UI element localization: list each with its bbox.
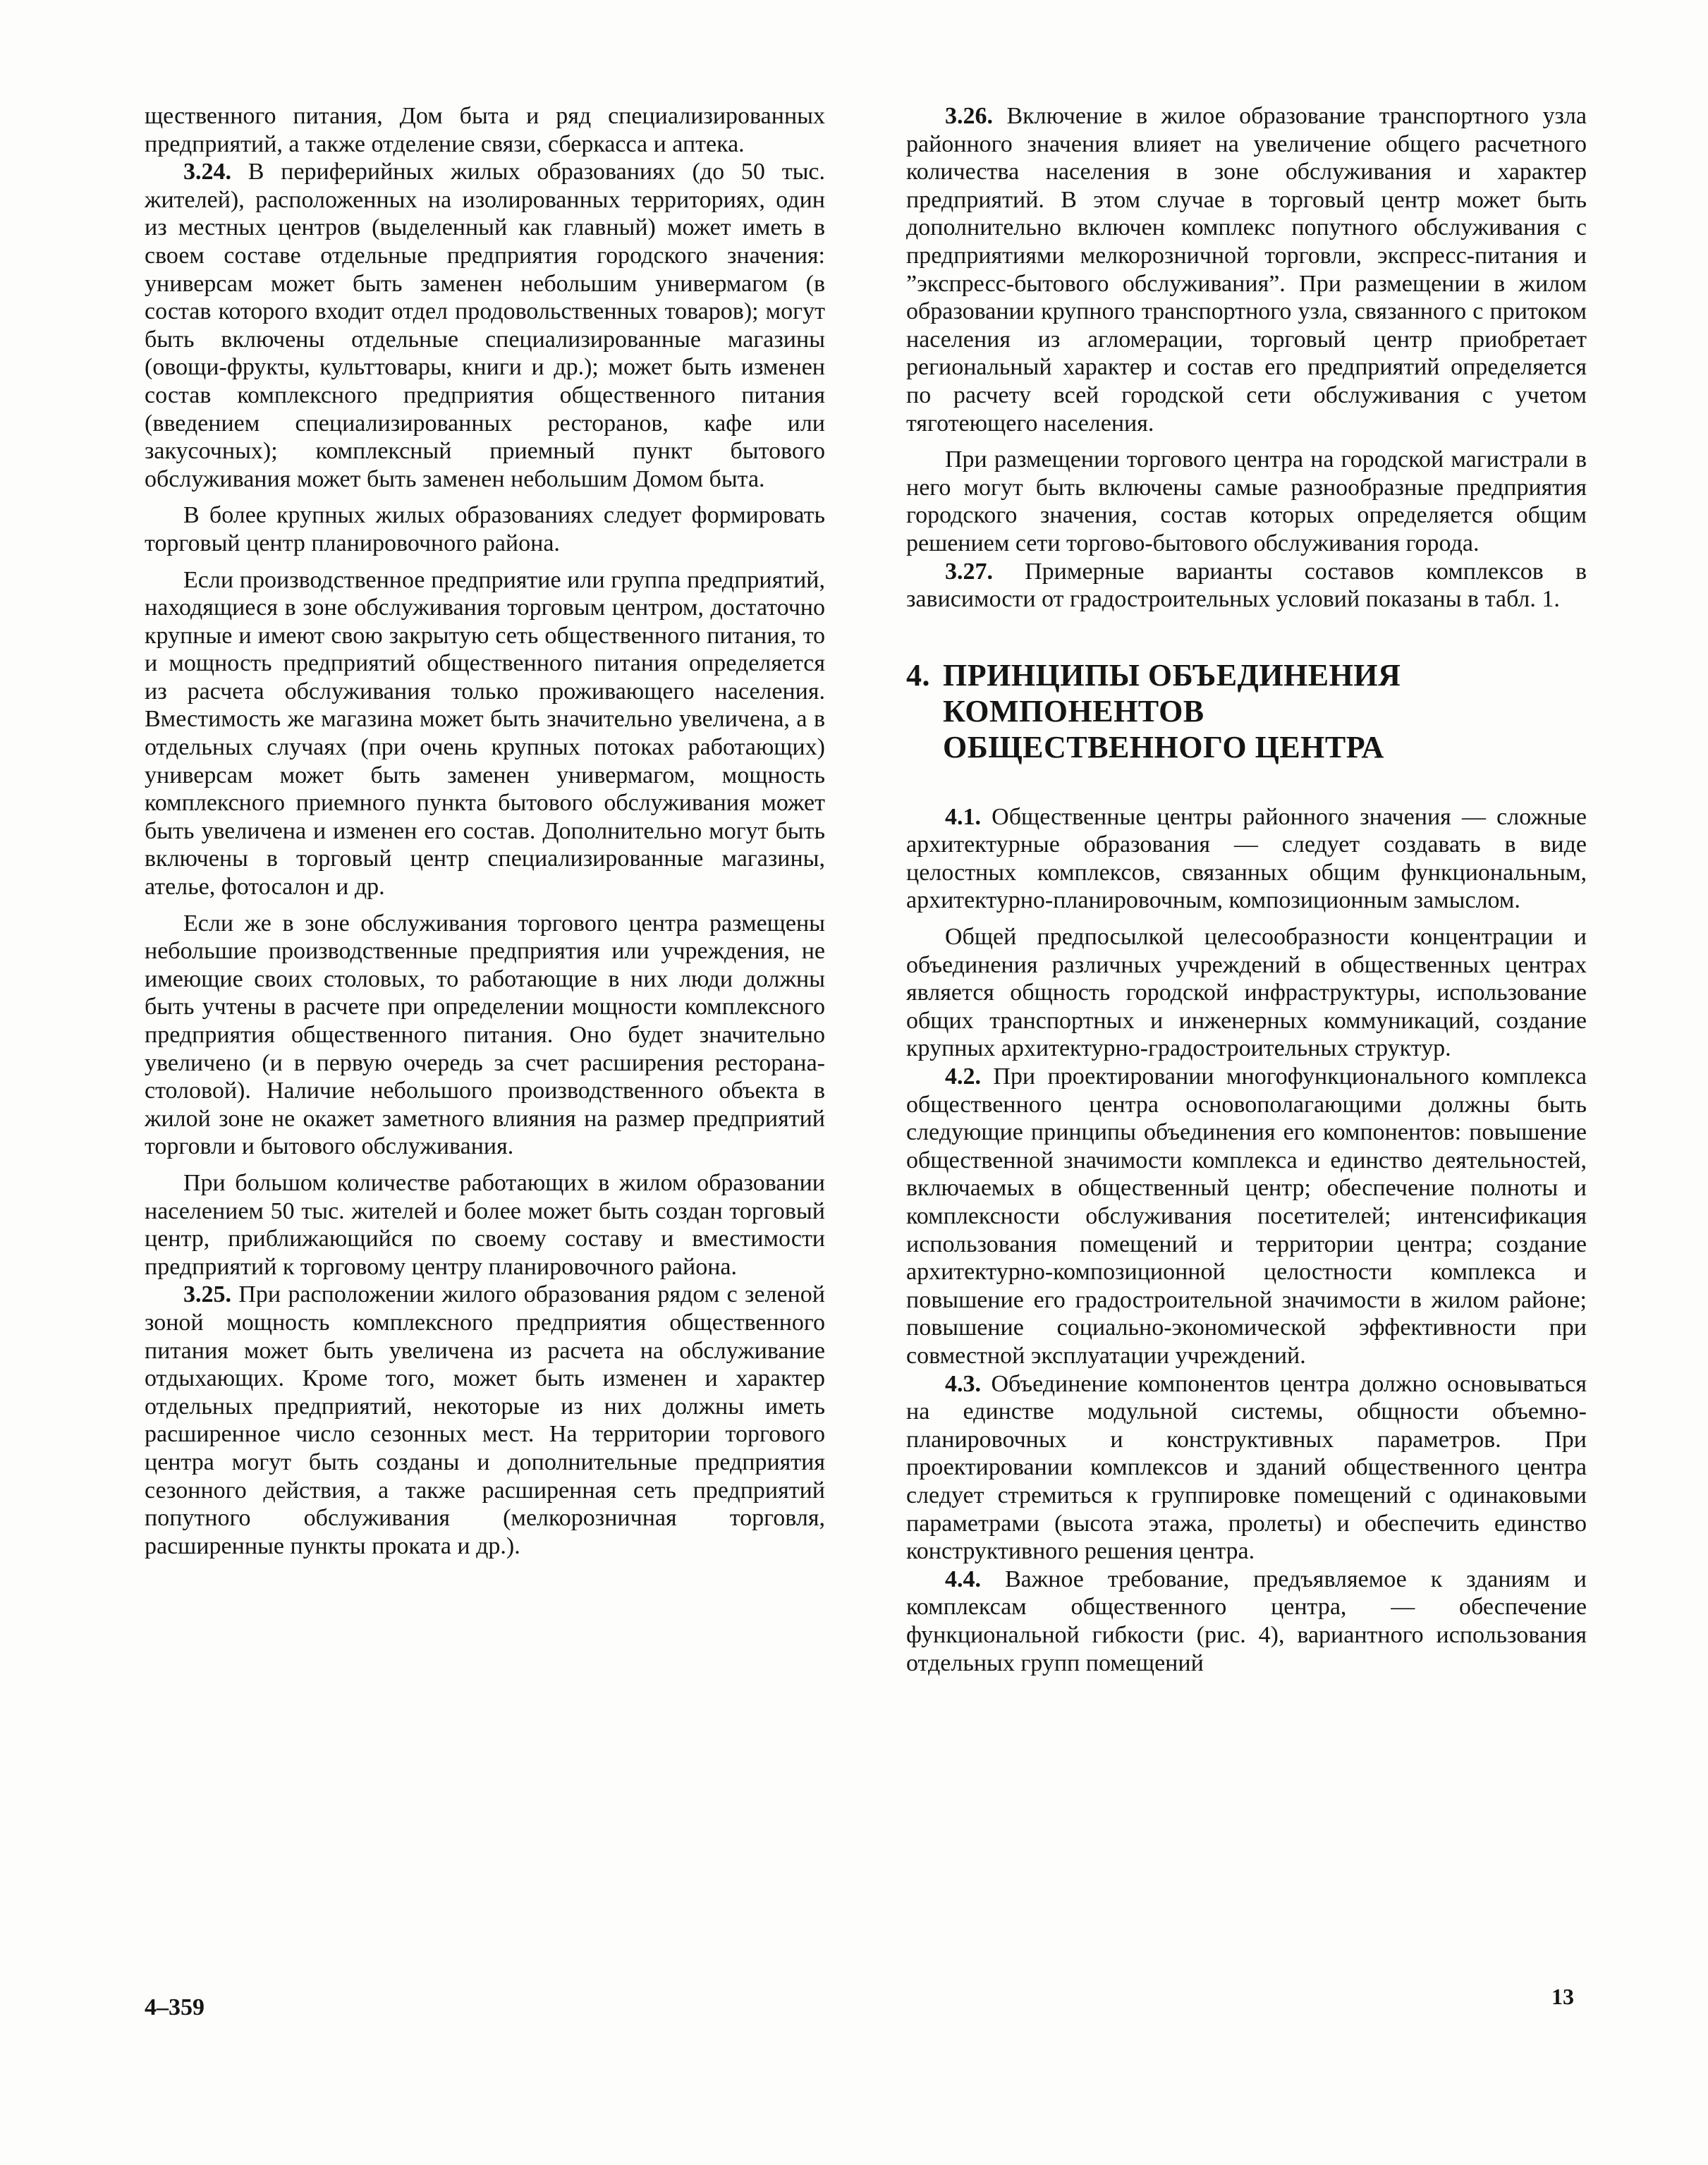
clause-number: 4.4. bbox=[945, 1566, 981, 1592]
clause-number: 3.26. bbox=[945, 103, 993, 129]
paragraph-many-workers bbox=[145, 1169, 825, 1281]
section-title-line-3: ОБЩЕСТВЕННОГО ЦЕНТРА bbox=[943, 729, 1384, 764]
paragraph-text: При расположении жилого образования рядом с зеленой зоной мощность комплексного предприятия общественного питания может быть увеличена из расчета на обслуживание отдыхающих. Кроме того, может быть изменен и характер отдельных предприятий, некоторые из них должны иметь расширенное число сезонных мест. На территории торгового центра могут быть созданы и дополнительные предприятия сезонного действия, а также расширенная сеть предприятий попутного обслуживания (мелкорозничная торговля, расширенные пункты проката и др.). bbox=[145, 1281, 825, 1559]
paragraph-text: При проектировании многофункционального комплекса общественного центра основополагающими должны быть следующие принципы объединения его компонентов: повышение общественной значимости комплекса и единство деятельностей, включаемых в общественный центр; обеспечение полноты и комплексности обслуживания посетителей; интенсификация использования помещений и территории центра; создание архитектурно-композиционной целостности комплекса и повышение его градостроительной значимости в жилом районе; повышение социально-экономической эффективности при совместной эксплуатации учреждений. bbox=[906, 1063, 1587, 1369]
paragraph-3-27 bbox=[906, 558, 1587, 614]
paragraph-3-24 bbox=[145, 158, 825, 493]
paragraph-text: Включение в жилое образование транспортного узла районного значения влияет на увеличение общего расчетного количества населения в зоне обслуживания и характер предприятий. В этом случае в торговый центр может быть дополнительно включен комплекс попутного обслуживания с предприятиями мелкорозничной торговли, экспресс-питания и ”экспресс-бытового обслуживания”. При размещении в жилом образовании крупного транспортного узла, связанного с притоком населения из агломерации, торговый центр приобретает региональный характер и состав его предприятий определяется по расчету всей городской сети обслуживания с учетом тяготеющего населения. bbox=[906, 103, 1587, 437]
paragraph-3-25 bbox=[145, 1281, 825, 1560]
paragraph-text: При размещении торгового центра на городской магистрали в него могут быть включены самые разнообразные предприятия городского значения, состав которых определяется общим решением сети торгово-бытового обслуживания города. bbox=[906, 446, 1587, 556]
paragraph-general-premise bbox=[906, 923, 1587, 1063]
paragraph-text: щественного питания, Дом быта и ряд специализированных предприятий, а также отделение связи, сберкасса и аптека. bbox=[145, 103, 825, 157]
paragraph-larger-formations bbox=[145, 501, 825, 557]
paragraph-text: Если производственное предприятие или группа предприятий, находящиеся в зоне обслуживания торговым центром, достаточно крупные и имеют свою закрытую сеть общественного питания, то и мощность предприятий общественного питания определяется из расчета обслуживания только проживающего населения. Вместимость же магазина может быть значительно увеличена, а в отдельных случаях (при очень крупных потоках работающих) универсам может быть заменен универмагом, мощность комплексного приемного пункта бытового обслуживания может быть увеличена и изменен его состав. Дополнительно могут быть включены в торговый центр специализированные магазины, ателье, фотосалон и др. bbox=[145, 566, 825, 901]
clause-number: 4.3. bbox=[945, 1370, 981, 1397]
paragraph-text: Примерные варианты составов комплексов в зависимости от градостроительных условий показаны в табл. 1. bbox=[906, 558, 1587, 613]
paragraph-4-4 bbox=[906, 1566, 1587, 1677]
paragraph-4-1 bbox=[906, 803, 1587, 915]
section-title-line-2: КОМПОНЕНТОВ bbox=[943, 693, 1204, 728]
paragraph-text: Общей предпосылкой целесообразности концентрации и объединения различных учреждений в общественных центрах является общность городской инфраструктуры, использование общих транспортных и инженерных коммуникаций, создание крупных архитектурно-градостроительных структур. bbox=[906, 924, 1587, 1062]
paragraph-production-enterprise bbox=[145, 566, 825, 901]
clause-number: 3.25. bbox=[183, 1281, 231, 1308]
paragraph-text: При большом количестве работающих в жилом образовании населением 50 тыс. жителей и более может быть создан торговый центр, приближающийся по своему составу и вместимости предприятий к торговому центру планировочного района. bbox=[145, 1169, 825, 1280]
paragraph-text: Общественные центры районного значения — сложные архитектурные образования — следует создавать в виде целостных комплексов, связанных общим функциональным, архитектурно-планировочным, композиционным замыслом. bbox=[906, 803, 1587, 914]
paragraph-continuation bbox=[145, 102, 825, 158]
left-column bbox=[145, 102, 825, 1560]
clause-number: 4.2. bbox=[945, 1063, 981, 1090]
section-title-line-1: ПРИНЦИПЫ ОБЪЕДИНЕНИЯ bbox=[943, 657, 1401, 693]
paragraph-4-3 bbox=[906, 1370, 1587, 1566]
paragraph-text: В периферийных жилых образованиях (до 50 тыс. жителей), расположенных на изолированных территориях, один из местных центров (выделенный как главный) может иметь в своем составе отдельные предприятия городского значения: универсам может быть заменен небольшим универмагом (в состав которого входит отдел продовольственных товаров); могут быть включены отдельные специализированные магазины (овощи-фрукты, культтовары, книги и др.); может быть изменен состав комплексного предприятия общественного питания (введением специализированных ресторанов, кафе или закусочных); комплексный приемный пункт бытового обслуживания может быть заменен небольшим Домом быта. bbox=[145, 159, 826, 492]
paragraph-text: В более крупных жилых образованиях следует формировать торговый центр планировочного района. bbox=[145, 502, 825, 556]
paragraph-4-2 bbox=[906, 1063, 1587, 1370]
clause-number: 3.27. bbox=[945, 558, 993, 585]
section-heading bbox=[906, 657, 1587, 765]
paragraph-text: Важное требование, предъявляемое к зданиям и комплексам общественного центра, — обеспечение функциональной гибкости (рис. 4), вариантного использования отдельных групп помещений bbox=[906, 1566, 1587, 1676]
paragraph-text: Объединение компонентов центра должно основываться на единстве модульной системы, общности объемно-планировочных и конструктивных параметров. При проектировании комплексов и зданий общественного центра следует стремиться к группировке помещений с одинаковыми параметрами (высота этажа, пролеты) и обеспечить единство конструктивного решения центра. bbox=[906, 1370, 1587, 1565]
printing-code: 4–359 bbox=[145, 1994, 205, 2020]
section-number: 4. bbox=[906, 657, 930, 693]
paragraph-city-highway bbox=[906, 446, 1587, 557]
paragraph-text: Если же в зоне обслуживания торгового центра размещены небольшие производственные предприятия или учреждения, не имеющие своих столовых, то работающие в них люди должны быть учтены в расчете при определении мощности комплексного предприятия общественного питания. Оно будет значительно увеличено (и в первую очередь за счет расширения ресторана-столовой). Наличие небольшого производственного объекта в жилой зоне не окажет заметного влияния на размер предприятий торговли и бытового обслуживания. bbox=[145, 910, 825, 1160]
paragraph-small-enterprises bbox=[145, 910, 825, 1161]
clause-number: 3.24. bbox=[183, 159, 231, 185]
clause-number: 4.1. bbox=[945, 803, 981, 830]
paragraph-3-26 bbox=[906, 102, 1587, 437]
page-number: 13 bbox=[1551, 1984, 1574, 2009]
right-column bbox=[906, 102, 1587, 1677]
